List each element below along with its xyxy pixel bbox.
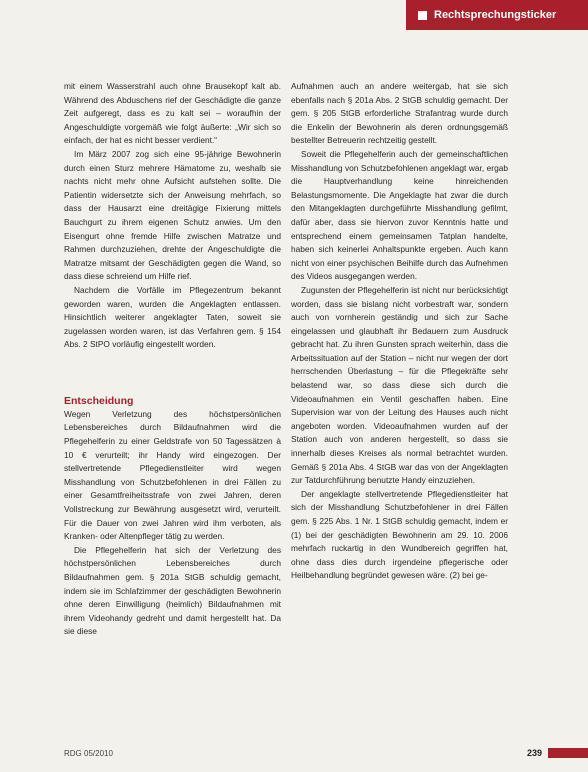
paragraph: Soweit die Pflegehelferin auch der gemeinschaftlichen Misshandlung von Schutzbefohlenen angeklagt war, ergab die Hauptverhandlung keine hinreichenden Belastungsmomente. Die Angeklagte hat zwar die durch den Mitangeklagten durchgeführte Misshandlung gefilmt, dafür aber, dass sie hiervon zuvor Kenntnis hatte und entsprechend einem gemeinsamen Tatplan handelte, haben sich keinerlei Anhaltspunkte ergeben. Auch kann nicht von einer psychischen Beihilfe durch das Aufnehmen des Videos ausgegangen werden. [291, 148, 508, 282]
section-gap [64, 352, 281, 394]
paragraph: Aufnahmen auch an andere weitergab, hat sie sich ebenfalls nach § 201a Abs. 2 StGB schuldig gemacht. Der gem. § 205 StGB erforderliche Strafantrag wurde durch die Enkelin der Bewohnerin als deren ordnungsgemäß bestellter Betreuerin rechtzeitig gestellt. [291, 81, 508, 146]
page-number: 239 [527, 748, 543, 758]
paragraph: Der angeklagte stellvertretende Pflegedienstleiter hat sich der Misshandlung Schutzbefohlener in drei Fällen gem. § 225 Abs. 1 Nr. 1 StGB schuldig gemacht, indem er (1) bei der geschädigten Bewohnerin am 29. 10. 2006 mehrfach ruckartig in den Wundbereich gegriffen hat, ohne dass dies durch irgendeine pflegerische oder Heilbehandlung begründet gewesen wäre. (2) bei ge- [291, 488, 508, 581]
section-heading: Entscheidung [64, 394, 134, 407]
paragraph: Im März 2007 zog sich eine 95-jährige Bewohnerin durch einen Sturz mehrere Hämatome zu, weshalb sie nachts nicht mehr ohne Aufsicht aufstehen sollte. Die Patientin widersetzte sich der Anweisung mehrfach, so dass der Hausarzt eine dreitägige Fixierung mittels Bauchgurt zu ihrem eigenen Schutz anwies. Um den Eisengurt ohne fremde Hilfe zwischen Matratze und Rahmen durchzuziehen, drehte der Angeschuldigte die Matratze mitsamt der Geschädigten gegen die Wand, so dass diese schreiend um Hilfe rief. [64, 148, 281, 282]
paragraph: mit einem Wasserstrahl auch ohne Brausekopf kalt ab. Während des Abduschens rief der Geschädigte die ganze Zeit aufgeregt, dass es zu kalt sei – woraufhin der Angeschuldigte vorgemäß wie folgt äußerte: „Wir sich so einfach, der hat es nicht besser verdient.“ [64, 81, 281, 146]
paragraph: Nachdem die Vorfälle im Pflegezentrum bekannt geworden waren, wurden die Angeklagten entlassen. Hinsichtlich weiterer angeklagter Taten, soweit sie zugelassen worden waren, ist das Verfahren gem. § 154 Abs. 2 StPO vorläufig eingestellt worden. [64, 284, 281, 350]
paragraph: Wegen Verletzung des höchstpersönlichen Lebensbereiches durch Bildaufnahmen wird die Pflegehelferin zu einer Geldstrafe von 50 Tagessätzen à 10 € verurteilt; ihr Handy wird eingezogen. Der stellvertretende Pflegedienstleiter wird wegen Misshandlung von Schutzbefohlenen in drei Fällen zu einer Gesamtfreiheitsstrafe von zwei Jahren, deren Vollstreckung zur Bewährung ausgesetzt wird, verurteilt. Für die Dauer von zwei Jahren wird ihm verboten, als Kranken- oder Altenpfleger tätig zu werden. [64, 408, 281, 542]
ticker-label: Rechtsprechungsticker [434, 9, 557, 21]
square-bullet-icon [418, 11, 427, 20]
paragraph: Zugunsten der Pflegehelferin ist nicht nur berücksichtigt worden, dass sie bislang nicht vorbestraft war, sondern auch von vornherein geständig und sich zur Sache eingelassen und glaubhaft ihr Bedauern zum Ausdruck gebracht hat. Zu ihren Gunsten sprach weiterhin, dass die Arbeitssituation auf der Station – nicht nur wegen der dort herrschenden Überlastung – für die Pflegekräfte sehr belastend war, so dass diese sich durch die Videoaufnahmen ein Ventil geschaffen haben. Eine Supervision war von der Leitung des Hauses auch nicht angeboten worden. Videoaufnahmen wurden auf der Station auch von anderen hergestellt, so dass sie innerhalb dieses Kreises als normal betrachtet wurden. Gemäß § 201a Abs. 4 StGB war das von der Angeklagten zur Tatdurchführung benutzte Handy einzuziehen. [291, 284, 508, 486]
right-text-column [291, 80, 508, 583]
footer-accent-bar [548, 748, 588, 758]
journal-issue: RDG 05/2010 [64, 749, 113, 758]
paragraph: Die Pflegehelferin hat sich der Verletzung des höchstpersönlichen Lebensbereiches durch Bildaufnahmen gem. § 201a StGB schuldig gemacht, indem sie im Schlafzimmer der geschädigten Bewohnerin ohne deren Einwilligung (heimlich) Bildaufnahmen mit ihrem Videohandy gedreht und damit hergestellt hat. Da sie diese [64, 544, 281, 637]
rechtsprechungsticker-banner [406, 0, 588, 30]
left-text-column [64, 80, 281, 639]
